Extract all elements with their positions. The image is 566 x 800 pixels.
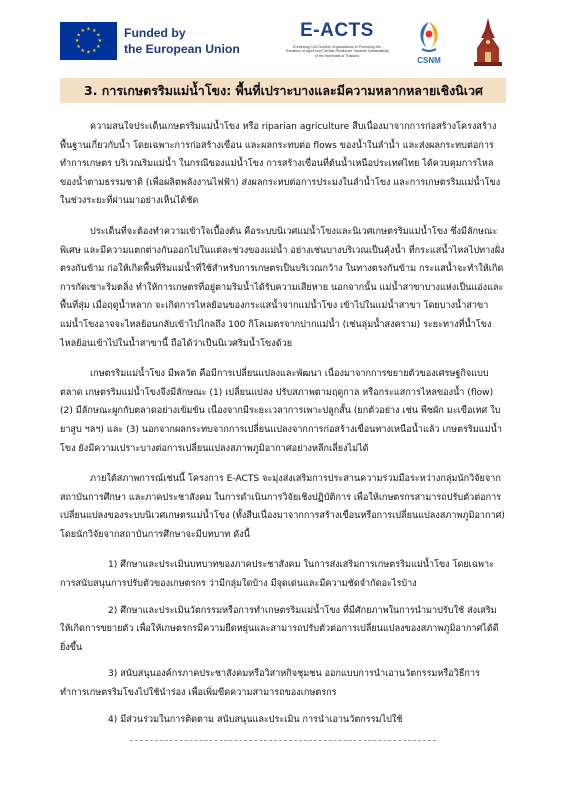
university-crest-logo [471, 16, 505, 68]
paragraph: ประเด็นที่จะต้องทำความเข้าใจเบื้องต้น คือระบบนิเวศแม่น้ำโขงและนิเวศเกษตรริมแม่น้ำโขง ซึ่งมีลักษณะพิเศษ และมีความแตกต่างกันออกไปในแต่ละช่วงของแม่น้ำ อย่างเช่นบางบริเวณเป็นคุ้งน้ำ ที่กระแสน้ำไหลไปทางฝั่งตรงกันข้าม ก่อให้เกิดพื้นที่ริมแม่น้ำที่ใช้สำหรับการเกษตรเป็นบริเวณกว้าง ในทางตรงกันข้าม กระแสน้ำจะทำให้เกิดการกัดเซาะริมตลิ่ง ทำให้การเกษตรที่อยู่ตามริมน้ำได้รับความเสียหาย นอกจากนั้น แม่น้ำสาขาบางแห่งเป็นแอ่งและพื้นที่ลุ่ม เมื่อฤดูน้ำหลาก จะเกิดการไหลย้อนของกระแสน้ำจากแม่น้ำโขง เข้าไปในแม่น้ำสาขา โดยบางน้ำสาขา แม่น้ำโขงอาจจะไหลย้อนกลับเข้าไปไกลถึง 100 กิโลเมตรจากปากแม่น้ำ (เช่นลุ่มน้ำสงคราม) ระยะทางที่น้ำโขงไหลย้อนเข้าไปในน้ำสาขานี้ ถือได้ว่าเป็นนิเวศริมน้ำโขงด้วย [60, 226, 505, 349]
csnm-emblem-icon [413, 18, 445, 54]
funder-text-line1: Funded by [124, 26, 186, 40]
eu-flag-logo [60, 22, 117, 60]
list-item: 1) ศึกษาและประเมินบทบาทของภาคประชาสังคม ในการส่งเสริมการเกษตรริมแม่น้ำโขง โดยเฉพาะการสนับสนุนการปรับตัวของเกษตรกร ว่ามีกลุ่มใดบ้าง มีจุดเด่นและมีความชัดจำกัดอะไรบ้าง [60, 560, 494, 590]
role-list [60, 556, 506, 729]
eacts-logo-subtitle: Enhancing Civil Society Organizations in Promoting the Transition of Agri/Food Climate Resilience Towards Sustainability of the Northeast of Thailand [285, 45, 389, 58]
list-item: 2) ศึกษาและประเมินวัตกรรมหรือการทำเกษตรริมแม่น้ำโขง ที่มีศักยภาพในการนำมาปรับใช้ ส่งเสริมให้เกิดการขยายตัว เพื่อให้เกษตรกรมีความยืดหยุ่นและสามารถปรับตัวต่อการเปลี่ยนแปลงของสภาพภูมิอากาศได้ดียิ่งขึ้น [60, 605, 499, 653]
svg-text:★: ★ [86, 49, 91, 56]
page-header [0, 0, 566, 72]
csnm-logo-label: CSNM [417, 56, 441, 65]
svg-text:★: ★ [97, 38, 103, 45]
funder-text [124, 25, 264, 57]
paragraph: เกษตรริมแม่น้ำโขง มีพลวัต คือมีการเปลี่ยนแปลงและพัฒนา เนื่องมาจากการขยายตัวของเศรษฐกิจแบบตลาด เกษตรริมแม่น้ำโขงจึงมีลักษณะ (1) เปลี่ยนแปลง ปรับสภาพตามฤดูกาล หรือกระแสการไหลของน้ำ (flow) (2) มีลักษณะผูกกับตลาดอย่างเข้มข้น เนื่องจากมีระยะเวลาการเพาะปลูกสั้น (ยกตัวอย่าง เช่น พืชผัก มะเขือเทศ ใบยาสูบ ฯลฯ) และ (3) นอกจากผลกระทบจากการเปลี่ยนแปลงจากการก่อสร้างเขื่อนทางเหนือน้ำแล้ว เกษตรริมแม่น้ำโขง ยังมีความเปราะบางต่อการเปลี่ยนแปลงสภาพภูมิอากาศอย่างหลีกเลี่ยงไม่ได้ [60, 369, 502, 454]
section-title: 3. การเกษตรริมแม่น้ำโขง: พื้นที่เปราะบางและมีความหลากหลายเชิงนิเวศ [60, 78, 506, 103]
temple-crest-icon [471, 16, 505, 68]
svg-text:★: ★ [80, 48, 86, 55]
eacts-logo [283, 20, 391, 66]
paragraph: ความสนใจประเด็นเกษตรริมแม่น้ำโขง หรือ riparian agriculture สืบเนื่องมาจากการก่อสร้างโครงสร้างพื้นฐานเกี่ยวกับน้ำ โดยเฉพาะการก่อสร้างเขื่อน และผลกระทบต่อ flows ของน้ำในลำน้ำ และส่งผลกระทบต่อการทำการเกษตร บริเวณริมแม่น้ำ ในกรณีของแม่น้ำโขง การสร้างเขื่อนที่ต้นน้ำเหนือประเทศไทย ได้ควบคุมการไหลของน้ำตามธรรมชาติ (เพื่อผลิตพลังงานไฟฟ้า) ส่งผลกระทบต่อการประมงในลำน้ำโขง และการเกษตรริมแม่น้ำโขงในช่วงระยะที่ผ่านมาอย่างเห็นได้ชัด [60, 122, 501, 207]
svg-text:★: ★ [96, 43, 101, 50]
document-body [60, 118, 506, 729]
svg-text:★: ★ [74, 38, 80, 45]
svg-text:★: ★ [76, 43, 81, 50]
paragraph: ภายใต้สภาพการณ์เช่นนี้ โครงการ E-ACTS จะมุ่งส่งเสริมการประสานความร่วมมือระหว่างกลุ่มนักวิจัยจากสถาบันการศึกษา และภาคประชาสังคม ในการดำเนินการวิจัยเชิงปฏิบัติการ เพื่อให้เกษตรกรสามารถปรับตัวต่อการเปลี่ยนแปลงของระบบนิเวศเกษตรแม่น้ำโขง (ทั้งสืบเนื่องมาจากการสร้างเขื่อนหรือการเปลี่ยนแปลงสภาพภูมิอากาศ) โดยนักวิจัยจากสถาบันการศึกษาจะมีบทบาท ดังนี้ [60, 474, 505, 540]
funder-text-line2: the European Union [124, 42, 240, 56]
list-item: 3) สนับสนุนองค์กรภาคประชาสังคมหรือวิสาหกิจชุมชน ออกแบบการนำเอานวัตกรรมหรือวิธีการทำการเกษตรริมโขงไปใช้นำร่อง เพื่อเพิ่มขีดความสามารถของเกษตรกร [60, 669, 480, 699]
svg-text:★: ★ [96, 32, 101, 39]
svg-text:★: ★ [86, 26, 91, 33]
footer-divider [130, 740, 436, 741]
eacts-logo-title: E-ACTS [300, 20, 374, 41]
svg-text:★: ★ [76, 32, 81, 39]
svg-text:★: ★ [91, 48, 97, 55]
eu-stars-icon [60, 22, 117, 60]
list-item: 4) มีส่วนร่วมในการติดตาม สนับสนุนและประเมิน การนำเอานวัตกรรมไปใช้ [108, 714, 403, 725]
svg-text:★: ★ [91, 28, 97, 35]
csnm-logo [407, 18, 451, 68]
svg-text:★: ★ [80, 28, 86, 35]
